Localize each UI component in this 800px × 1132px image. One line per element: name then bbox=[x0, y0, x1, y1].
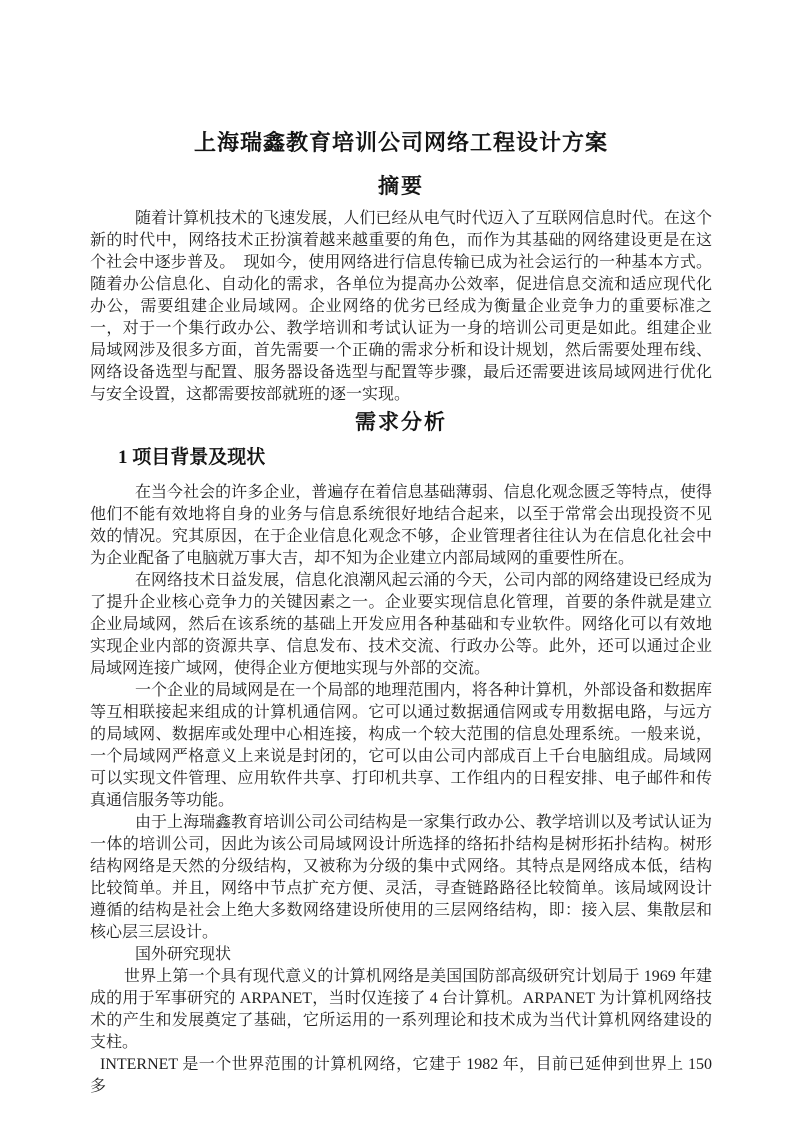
foreign-research-paragraph-2: INTERNET 是一个世界范围的计算机网络，它建于 1982 年，目前已延伸到世界上 150 多 bbox=[90, 1056, 712, 1095]
section1-paragraph-3: 一个企业的局域网是在一个局部的地理范围内，将各种计算机，外部设备和数据库等互相联接起来组成的计算机通信网。它可以通过数据通信网或专用数据电路，与远方的局域网、数据库或处理中心相连接，构成一个较大范围的信息处理系统。一般来说，一个局域网严格意义上来说是封闭的，它可以由公司内部成百上千台电脑组成。局域网可以实现文件管理、应用软件共享、打印机共享、工作组内的日程安排、电子邮件和传真通信服务等功能。 bbox=[90, 682, 712, 809]
abstract-paragraph: 随着计算机技术的飞速发展，人们已经从电气时代迈入了互联网信息时代。在这个新的时代中，网络技术正扮演着越来越重要的角色，而作为其基础的网络建设更是在这个社会中逐步普及。 现如今，使用网络进行信息传输已成为社会运行的一种基本方式。随着办公信息化、自动化的需求，各单位为提高办公效率，促进信息交流和适应现代化办公，需要组建企业局域网。企业网络的优劣已经成为衡量企业竞争力的重要标准之一，对于一个集行政办公、教学培训和考试认证为一身的培训公司更是如此。组建企业局域网涉及很多方面，首先需要一个正确的需求分析和设计规划，然后需要处理布线、网络设备选型与配置、服务器设备选型与配置等步骤，最后还需要进该局域网进行优化与安全设置，这都需要按部就班的逐一实现。 bbox=[90, 210, 712, 403]
document-title: 上海瑞鑫教育培训公司网络工程设计方案 bbox=[193, 130, 608, 155]
section1-paragraph-4: 由于上海瑞鑫教育培训公司公司结构是一家集行政办公、教学培训以及考试认证为一体的培训公司，因此为该公司局域网设计所选择的络拓扑结构是树形拓扑结构。树形结构网络是天然的分级结构，又被称为分级的集中式网络。其特点是网络成本低，结构比较简单。并且，网络中节点扩充方便、灵活，寻查链路路径比较简单。该局域网设计遵循的结构是社会上绝大多数网络建设所使用的三层网络结构，即：接入层、集散层和核心层三层设计。 bbox=[90, 814, 712, 941]
section1-paragraph-1: 在当今社会的许多企业，普遍存在着信息基础薄弱、信息化观念匮乏等特点，使得他们不能有效地将自身的业务与信息系统很好地结合起来，以至于常常会出现投资不见效的情况。究其原因，在于企业信息化观念不够，企业管理者往往认为在信息化社会中为企业配备了电脑就万事大吉，却不知为企业建立内部局域网的重要性所在。 bbox=[90, 484, 712, 567]
foreign-research-subheading: 国外研究现状 bbox=[135, 946, 232, 963]
foreign-research-paragraph-1: 世界上第一个具有现代意义的计算机网络是美国国防部高级研究计划局于 1969 年建成的用于军事研究的 ARPANET，当时仅连接了 4 台计算机。ARPANET 为计算机网络技术的产生和发展奠定了基础，它所运用的一系列理论和技术成为当代计算机网络建设的支柱。 bbox=[90, 968, 712, 1051]
section1-paragraph-2: 在网络技术日益发展，信息化浪潮风起云涌的今天，公司内部的网络建设已经成为了提升企业核心竞争力的关键因素之一。企业要实现信息化管理，首要的条件就是建立企业局域网，然后在该系统的基础上开发应用各种基础和专业软件。网络化可以有效地实现企业内部的资源共享、信息发布、技术交流、行政办公等。此外，还可以通过企业局域网连接广域网，使得企业方便地实现与外部的交流。 bbox=[90, 572, 712, 677]
abstract-heading: 摘要 bbox=[378, 174, 424, 198]
section1-heading: 1 项目背景及现状 bbox=[118, 447, 266, 468]
requirements-analysis-heading: 需求分析 bbox=[355, 410, 447, 434]
